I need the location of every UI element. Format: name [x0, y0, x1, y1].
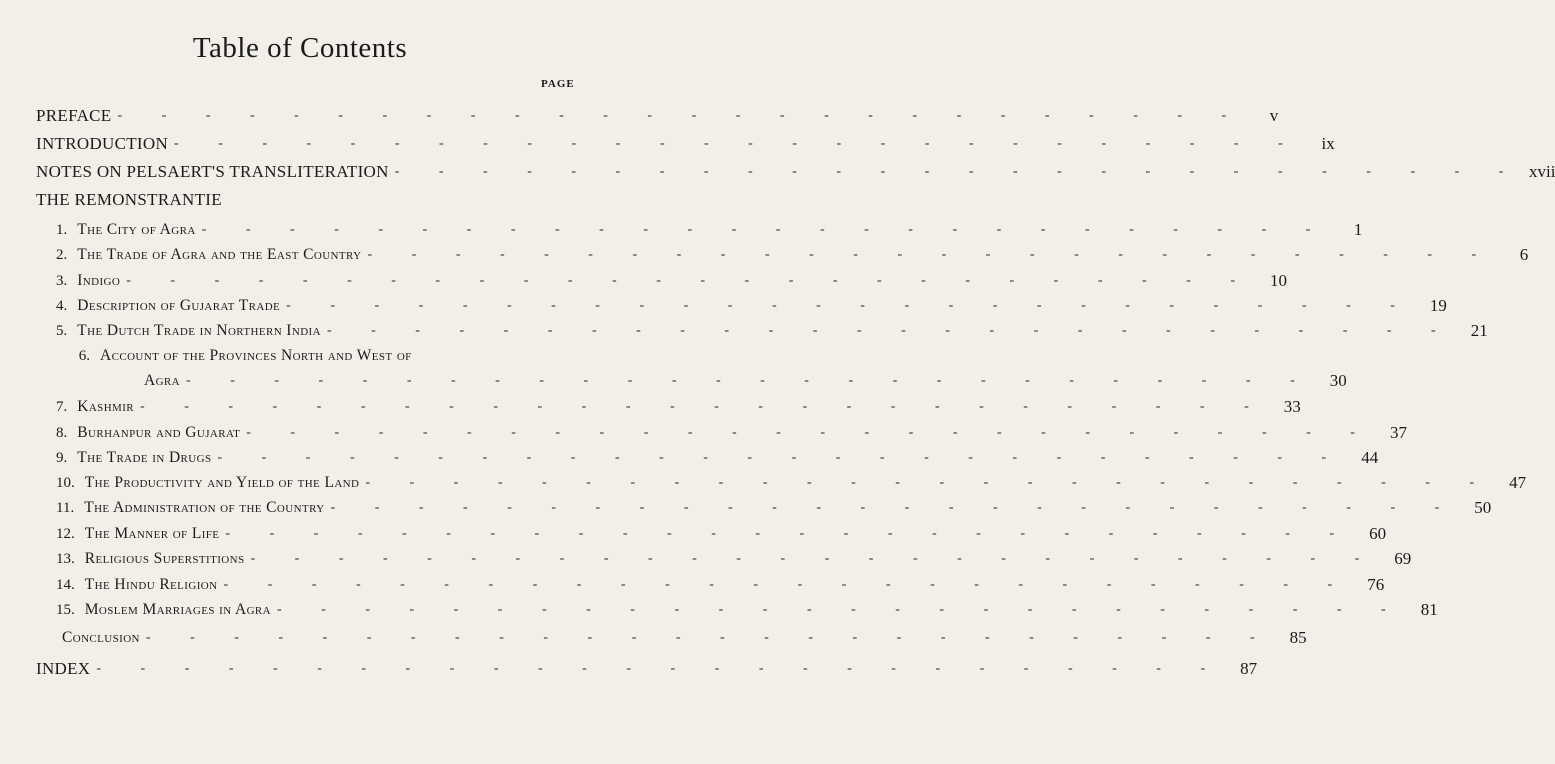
dot-leader: - - - - - - - - - - - - - - - - - - - - - - - - - - [117, 108, 1245, 123]
dot-leader: - - - - - - - - - - - - - - - - - - - - - - - - - - [286, 298, 1413, 313]
dot-leader: - - - - - - - - - - - - - - - - - - - - - - - - - - [96, 661, 1224, 676]
toc-entry-title: PREFACE [36, 106, 112, 125]
dot-leader: - - - - - - - - - - - - - - - - - - - - - - - - - - [365, 475, 1493, 490]
toc-entry-title: INDEX [36, 659, 91, 678]
toc-entry-number: 9. [56, 450, 68, 466]
toc-entry-title: Kashmir [77, 398, 135, 415]
dot-leader: - - - - - - - - - - - - - - - - - - - - - - - - - - [217, 450, 1345, 465]
toc-page-number: 87 [1240, 659, 1258, 678]
dot-leader: - - - - - - - - - - - - - - - - - - - - - - - - - - [277, 602, 1404, 617]
toc-entry-index [36, 656, 1258, 682]
toc-entry-number: 2. [56, 247, 68, 263]
dot-leader: - - - - - - - - - - - - - - - - - - - - - - - - - - [246, 425, 1373, 440]
toc-entry-title: The Trade in Drugs [77, 449, 212, 466]
toc-subentry [56, 445, 1379, 471]
toc-subentry [56, 217, 1363, 243]
toc-entry-introduction [36, 131, 1335, 157]
toc-entry-title: Conclusion [62, 629, 140, 646]
toc-subentry [56, 572, 1385, 598]
dot-leader: - - - - - - - - - - - - - - - - - - - - - - - - - - [140, 399, 1267, 414]
toc-subentry [56, 343, 572, 369]
toc-entry-title: The Hindu Religion [84, 576, 218, 593]
toc-subentry [56, 495, 1492, 521]
dot-leader: - - - - - - - - - - - - - - - - - - - - - - - - - - [225, 526, 1353, 541]
dot-leader: - - - - - - - - - - - - - - - - - - - - - - - - - - [394, 164, 1522, 179]
toc-entry-title: The Dutch Trade in Northern India [77, 322, 321, 339]
toc-subentry [56, 318, 1488, 344]
toc-entry-number: 8. [56, 425, 68, 441]
toc-subentry [56, 268, 1287, 294]
toc-entry-title: Description of Gujarat Trade [77, 297, 281, 314]
toc-page-number: v [1269, 106, 1279, 125]
toc-subentry [56, 521, 1387, 547]
toc-entry-number: 14. [56, 577, 75, 593]
dot-leader: - - - - - - - - - - - - - - - - - - - - - - - - - - [223, 577, 1351, 592]
toc-entry-title: Account of the Provinces North and West of [100, 347, 412, 364]
toc-entry-number: 15. [56, 602, 75, 618]
toc-page-number: 81 [1420, 600, 1438, 619]
toc-entry-preface [36, 103, 1279, 129]
page-column-label: PAGE [541, 78, 575, 90]
toc-subentry-continuation [144, 368, 1347, 394]
toc-page-number: 37 [1389, 423, 1407, 442]
toc-entry-title: NOTES ON PELSAERT'S TRANSLITERATION [36, 162, 389, 181]
dot-leader: - - - - - - - - - - - - - - - - - - - - - - - - - - [330, 500, 1458, 515]
toc-entry-title: Indigo [77, 272, 121, 289]
toc-page-number: 21 [1470, 321, 1488, 340]
toc-entry-number: 1. [56, 222, 68, 238]
toc-page-number: 10 [1269, 271, 1287, 290]
toc-page-number: 1 [1353, 220, 1363, 239]
toc-page-number: 47 [1509, 473, 1527, 492]
toc-entry-title: The Productivity and Yield of the Land [84, 474, 360, 491]
toc-entry-title: The Manner of Life [84, 525, 220, 542]
page-title: Table of Contents [192, 32, 408, 64]
toc-page-number: 44 [1361, 448, 1379, 467]
toc-subentry [56, 597, 1438, 623]
toc-page-number: 33 [1283, 397, 1301, 416]
toc-subentry [56, 470, 1527, 496]
toc-entry-number: 13. [56, 551, 75, 567]
toc-page-number: 76 [1367, 575, 1385, 594]
toc-subentry [56, 242, 1529, 268]
toc-page-number: 19 [1429, 296, 1447, 315]
dot-leader: - - - - - - - - - - - - - - - - - - - - - - - - - - [367, 247, 1495, 262]
toc-page-number: 69 [1394, 549, 1412, 568]
toc-page-number: 30 [1329, 371, 1347, 390]
toc-subentry [56, 394, 1301, 420]
toc-entry-title: The City of Agra [77, 221, 196, 238]
toc-entry-number: 6. [78, 348, 90, 364]
toc-entry-title: Moslem Marriages in Agra [84, 601, 271, 618]
toc-subentry [56, 293, 1447, 319]
toc-entry-number: 5. [56, 323, 68, 339]
toc-entry-title: Agra [144, 372, 181, 389]
dot-leader: - - - - - - - - - - - - - - - - - - - - - - - - - - [326, 323, 1454, 338]
toc-subentry [56, 420, 1407, 446]
dot-leader: - - - - - - - - - - - - - - - - - - - - - - - - - - [174, 136, 1301, 151]
toc-entry-number: 3. [56, 273, 68, 289]
toc-entry-title: The Trade of Agra and the East Country [77, 246, 362, 263]
toc-section-heading [36, 187, 572, 213]
toc-entry-conclusion [62, 625, 1307, 651]
toc-subentry [56, 546, 1412, 572]
toc-page-number: ix [1321, 134, 1335, 153]
toc-entry-number: 7. [56, 399, 68, 415]
toc-entry-title: THE REMONSTRANTIE [36, 190, 222, 209]
toc-page-number: 6 [1519, 245, 1529, 264]
toc-entry-number: 11. [56, 500, 75, 516]
toc-entry-title: Religious Superstitions [84, 550, 245, 567]
dot-leader: - - - - - - - - - - - - - - - - - - - - - - - - - - [201, 222, 1329, 237]
toc-entry-number: 4. [56, 298, 68, 314]
toc-entry-title: Burhanpur and Gujarat [77, 424, 241, 441]
toc-page-number: 50 [1474, 498, 1492, 517]
toc-page-number: 85 [1289, 628, 1307, 647]
dot-leader: - - - - - - - - - - - - - - - - - - - - - - - - - - [126, 273, 1253, 288]
toc-entry-number: 12. [56, 526, 75, 542]
toc-entry-notes [36, 159, 1555, 185]
dot-leader: - - - - - - - - - - - - - - - - - - - - - - - - - - [186, 373, 1313, 388]
toc-page-number: 60 [1369, 524, 1387, 543]
dot-leader: - - - - - - - - - - - - - - - - - - - - - - - - - - [145, 630, 1273, 645]
toc-page-number: xvii [1528, 162, 1555, 181]
toc-entry-number: 10. [56, 475, 75, 491]
dot-leader: - - - - - - - - - - - - - - - - - - - - - - - - - - [250, 551, 1378, 566]
toc-entry-title: The Administration of the Country [84, 499, 325, 516]
toc-entry-title: INTRODUCTION [36, 134, 169, 153]
